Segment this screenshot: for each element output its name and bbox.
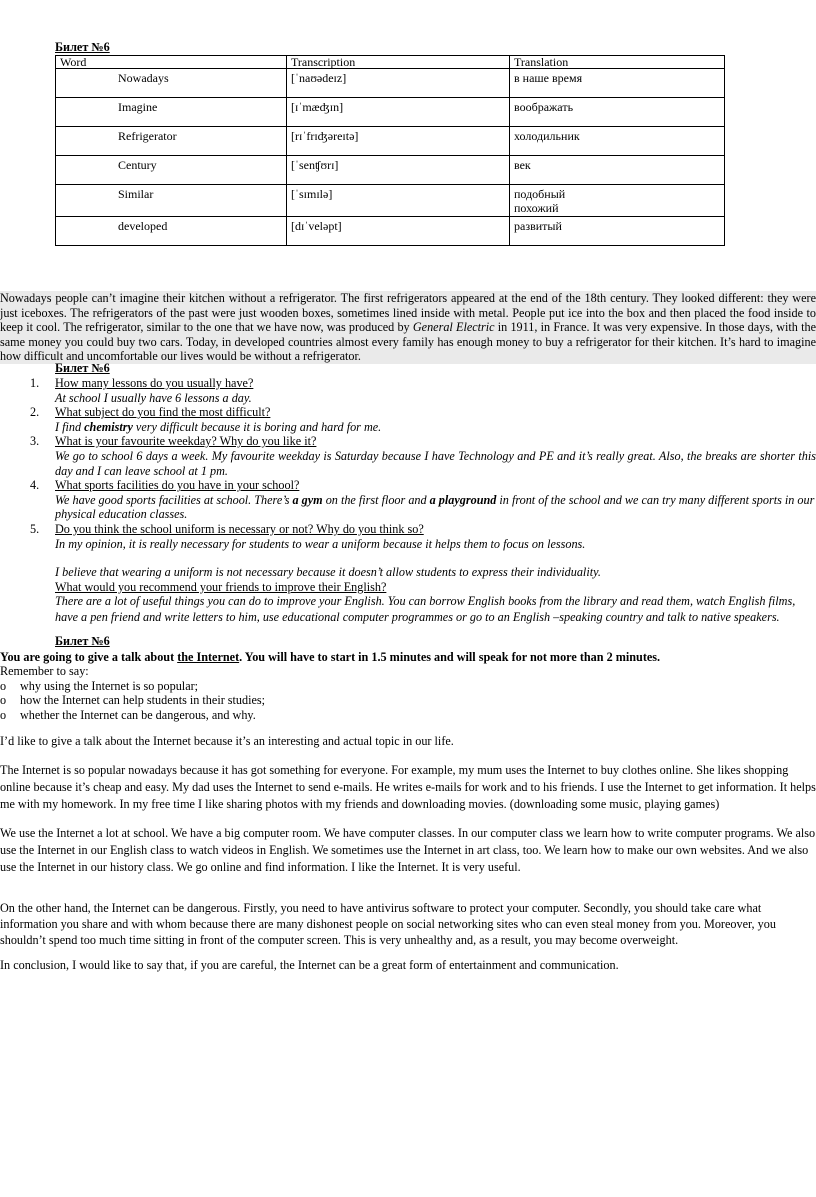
table-header-row [56,56,725,69]
remember-list [0,679,816,723]
question-item [0,522,816,580]
talk-task-part: You are going to give a talk about [0,650,178,664]
header-transcription: Transcription [291,55,356,69]
answer-part: We have good sports facilities at school. There’s [55,492,293,507]
transcription-cell: [ˈsenʧʊrɪ] [291,158,339,172]
reading-brand: General Electric [412,320,495,335]
word-cell: developed [118,218,168,233]
header-word: Word [60,55,87,69]
reading-passage [0,291,816,364]
vocabulary-table [55,55,725,246]
bullet-icon: o [0,707,7,722]
word-cell: Imagine [118,100,158,114]
remember-item [0,679,816,694]
word-cell: Similar [118,187,154,201]
translation-cell: подобный [514,187,566,201]
translation-cell: развитый [514,218,562,233]
table-row [56,127,725,156]
question-item [0,405,816,434]
remember-item-text: whether the Internet can be dangerous, and why. [20,707,256,722]
questions-section [0,376,816,625]
answer-text: We go to school 6 days a week. My favourite weekday is Saturday because I have Technology and PE and it’s really great. Also, the breaks are shorter this day and I can leave school at 1 pm. [55,448,816,478]
remember-item [0,693,816,708]
word-cell: Nowadays [118,71,169,85]
question-text: Do you think the school uniform is necessary or not? Why do you think so? [55,521,424,536]
transcription-cell: [ɪˈmæʤɪn] [291,100,344,114]
answer-text [55,493,816,522]
talk-paragraph: The Internet is so popular nowadays because it has got something for everyone. For example, my mum uses the Internet to buy clothes online. She likes shopping online because it’s cheap and easy. My dad uses the Internet to send e-mails. He writes e-mails for work and to his friends. I use the Internet to get information. It helps me with my homework. In my free time I like sharing photos with my friends and downloading movies. (downloading some music, playing games) [0,763,816,811]
answer-part: on the first floor and [322,492,430,507]
question-item [0,580,816,626]
transcription-cell: [dɪˈveləpt] [291,218,342,233]
translation-cell-alt: похожий [514,201,559,216]
answer-keyword: a playground [429,492,497,507]
question-text: What would you recommend your friends to improve their English? [55,579,387,594]
question-text: How many lessons do you usually have? [55,376,254,390]
ticket-title-1: Билет №6 [55,40,110,54]
answer-part: I find [55,419,85,434]
table-row [56,185,725,217]
answer-text [55,420,816,435]
translation-cell: воображать [514,100,574,114]
question-number: 1. [30,376,40,390]
question-item [0,478,816,522]
transcription-cell: [ˈnaʊədeɪz] [291,71,347,85]
question-text: What is your favourite weekday? Why do you like it? [55,434,317,449]
reading-part-2: in 1911, in France. It was very expensive. In those days, with the same money you could buy two cars. Today, in developed countries almost every family has enough money to buy a refrigerator for their kitchen. It’s hard to imagine how difficult and uncomfortable our lives would be without a refrigerator. [0,320,816,364]
word-cell: Refrigerator [118,129,177,143]
talk-paragraph: In conclusion, I would like to say that, if you are careful, the Internet can be a great form of entertainment and communication. [0,958,619,972]
ticket-title-2: Билет №6 [55,361,110,375]
ticket-title-3: Билет №6 [55,634,110,648]
answer-text: There are a lot of useful things you can do to improve your English. You can borrow English books from the library and read them, watch English films, have a pen friend and write letters to him, use educational computer programmes or go to an English –speaking country and talk to native speakers. [55,594,796,624]
talk-task [0,650,816,664]
transcription-cell: [rɪˈfrɪʤəreɪtə] [291,129,359,143]
answer-text: At school I usually have 6 lessons a day. [55,390,252,405]
remember-item-text: how the Internet can help students in their studies; [20,693,266,708]
question-number: 2. [30,405,40,420]
question-number: 3. [30,434,40,449]
question-number: 5. [30,521,40,536]
remember-item-text: why using the Internet is so popular; [20,678,199,693]
answer-text-alt: I believe that wearing a uniform is not necessary because it doesn’t allow students to express their individuality. [55,565,601,580]
talk-paragraph: On the other hand, the Internet can be dangerous. Firstly, you need to have antivirus software to protect your computer. Secondly, you should take care what information you share and with whom because there are many dishonest people on social networking sites who can even steal money from you. Moreover, you shouldn’t spend too much time sitting in front of the computer screen. This is very unhealthy and, as a result, you may become overweight. [0,901,776,947]
talk-section [0,650,816,722]
remember-item [0,708,816,723]
header-translation: Translation [514,55,569,69]
talk-task-topic: the Internet [177,650,240,664]
questions-list [0,376,816,625]
question-item [0,434,816,478]
answer-keyword: chemistry [84,419,133,434]
translation-cell: в наше время [514,71,583,85]
transcription-cell: [ˈsɪmɪlə] [291,187,333,201]
remember-label: Remember to say: [0,664,89,678]
question-item [0,376,816,405]
table-row [56,69,725,98]
table-row [56,216,725,245]
table-row [56,156,725,185]
answer-text: In my opinion, it is really necessary for students to wear a uniform because it helps them to focus on lessons. [55,536,586,551]
question-number: 4. [30,478,40,493]
word-cell: Century [118,158,157,172]
talk-task-part: . You will have to start in 1.5 minutes and will speak for not more than 2 minutes. [239,650,661,664]
table-row [56,98,725,127]
answer-part: in front of the school and we can try many different sports in our physical education classes. [55,492,815,522]
bullet-icon: o [0,678,7,693]
question-text: What subject do you find the most difficult? [55,405,271,420]
question-text: What sports facilities do you have in your school? [55,478,300,493]
talk-paragraph: I’d like to give a talk about the Internet because it’s an interesting and actual topic in our life. [0,734,454,748]
translation-cell: век [514,158,531,172]
translation-cell: холодильник [514,129,580,143]
reading-part-1: Nowadays people can’t imagine their kitchen without a refrigerator. The first refrigerators appeared at the end of the 18th century. They looked different: they were just iceboxes. The refrigerators of the past were just wooden boxes, sometimes lined inside with metal. People put ice into the box and then placed the food inside to keep it cool. The refrigerator, similar to the one that we have now, was produced by [0,291,816,335]
bullet-icon: o [0,693,7,708]
talk-paragraph: We use the Internet a lot at school. We have a big computer room. We have computer classes. In our computer class we learn how to write computer programs. We also use the Internet in our English class to watch videos in English. We sometimes use the Internet in art class, too. We learn how to make our own websites. And we also use the Internet in our history class. We go online and find information. I like the Internet. It is very useful. [0,826,816,874]
answer-keyword: a gym [292,492,323,507]
answer-part: very difficult because it is boring and hard for me. [132,419,382,434]
